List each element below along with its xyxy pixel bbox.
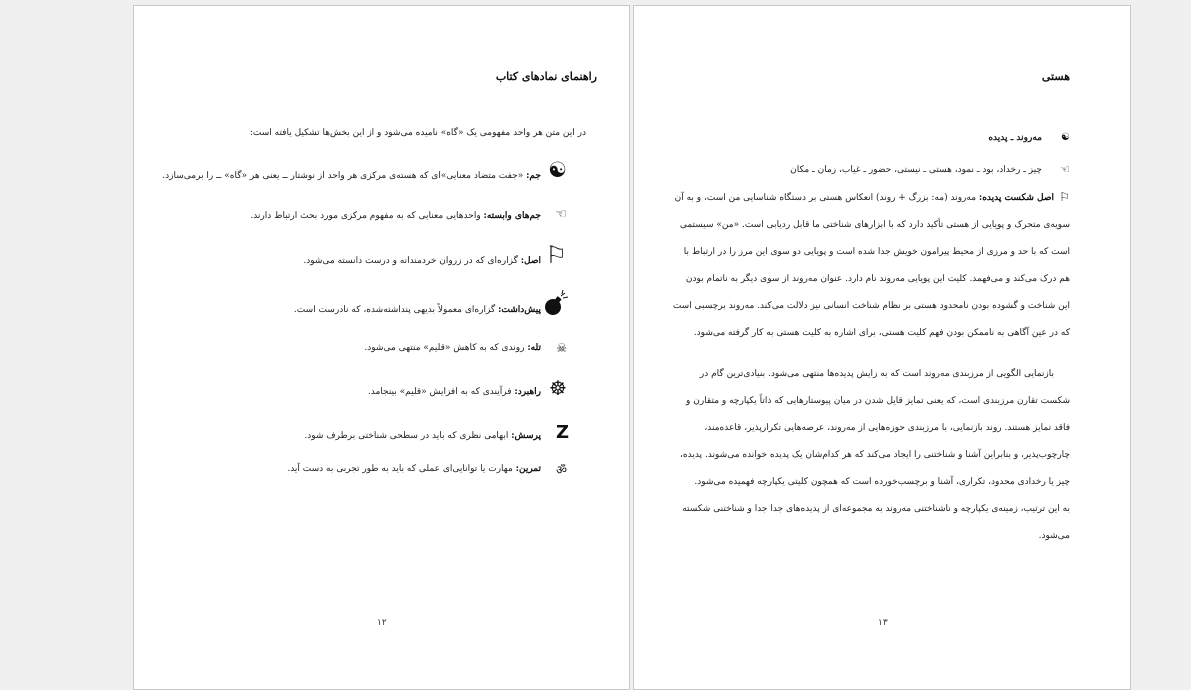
- entry-text: واحدهایی معنایی که به مفهوم مرکزی مورد بحث ارتباط دارند.: [250, 211, 484, 221]
- flag-icon: ⚐: [1059, 190, 1070, 204]
- paragraph-line: فاقد تمایز هستند. روند بازنمایی، با مرزبندی حوزه‌هایی از مه‌روند، عرصه‌هایی تکرارپذیر، قاعده‌مند،: [704, 423, 1070, 433]
- entry-term: تمرین:: [515, 464, 541, 474]
- paragraph-line: چیز یا رخدادی محدود، تکراری، آشنا و برچسب‌خورده است که همچون کلیتی یکپارچه فهمیده می‌شود.: [694, 477, 1070, 487]
- entry-term: پیش‌داشت:: [498, 305, 541, 315]
- entry-term: جم:: [526, 171, 541, 181]
- paragraph-line: می‌شود.: [1038, 531, 1070, 541]
- flag-icon: ⚐: [545, 241, 567, 269]
- entry-text: فرآیندی که به افزایش «قلیم» بینجامد.: [367, 387, 515, 397]
- paragraph-line: این شناخت و گشوده بودن نامحدود هستی بر نظام شناخت انسانی نیز دلالت می‌کند. مه‌روند برچسبی است: [672, 301, 1070, 311]
- subheading: مه‌روند ـ پدیده: [988, 133, 1042, 143]
- page-number: ۱۲: [377, 618, 387, 628]
- om-icon: ॐ: [556, 463, 567, 477]
- paragraph-line: که در عین آگاهی به ناممکن بودن فهم کلیت هستی، برای اشاره به کلیت هستی به کار گرفته می‌شود.: [693, 328, 1070, 338]
- page-left: [133, 5, 630, 690]
- paragraph-line: چارچوب‌پذیر، و بنابراین آشنا و شناختنی را ایجاد می‌کند که هر کدام‌شان یک پدیده خوانده می‌شوند. پدیده،: [679, 450, 1070, 460]
- entry-text: ابهامی نظری که باید در سطحی شناختی برطرف شود.: [304, 431, 512, 441]
- entry-term: پرسش:: [511, 431, 541, 441]
- list-item: [162, 171, 541, 181]
- list-item: [364, 343, 541, 353]
- entry-text: گزاره‌ای معمولاً بدیهی پنداشته‌شده، که نادرست است.: [293, 305, 499, 315]
- paragraph-line: است که با حد و مرزی از محیط پیرامون خویش جدا شده است و پویایی دو سوی این مرز را در ارتباط با: [683, 247, 1070, 257]
- bomb-icon: [541, 290, 571, 318]
- yin-yang-icon: ☯: [1061, 132, 1070, 143]
- z-icon: Z: [555, 422, 569, 443]
- list-item: [303, 256, 541, 266]
- intro-text: در این متن هر واحد مفهومی یک «گاه» نامیده می‌شود و از این بخش‌ها تشکیل یافته است:: [249, 128, 586, 138]
- entry-text: گزاره‌ای که در زروان خردمندانه و درست دانسته می‌شود.: [303, 256, 521, 266]
- principle-term: اصل شکست پدیده:: [978, 193, 1054, 203]
- paragraph-line: هم درک می‌کند و می‌فهمد. کلیت این پویایی مه‌روند نام دارد. عنوان مه‌روند از سوی دیگر به ناتمام بودن: [685, 274, 1070, 284]
- entry-term: اصل:: [520, 256, 541, 266]
- paragraph-line: شکست تقارن مرزبندی است، که یعنی تمایز قایل شدن در میان پیوستارهایی که ذاتاً یکپارچه و متقارن و: [686, 396, 1070, 406]
- entry-term: راهبرد:: [514, 387, 541, 397]
- related-concepts: چیز ـ رخداد، بود ـ نمود، هستی ـ نیستی، حضور ـ غیاب، زمان ـ مکان: [790, 165, 1042, 175]
- yin-yang-icon: ☯: [548, 158, 567, 182]
- page-title: راهنمای نمادهای کتاب: [495, 70, 597, 83]
- list-item: [368, 387, 541, 397]
- pointing-hand-icon: ☜: [555, 207, 567, 222]
- pointing-hand-icon: ☜: [1060, 163, 1070, 176]
- list-item: [250, 211, 541, 221]
- paragraph-line: سویه‌ی متحرک و پویایی از هستی تأکید دارد که با ابزارهای شناختی ما قابل ردیابی است. «من» سیستمی: [679, 220, 1070, 230]
- page-number: ۱۳: [878, 618, 888, 628]
- wheel-icon: ☸: [549, 376, 567, 400]
- page-title: هستی: [1041, 70, 1070, 83]
- entry-text: مهارت یا توانایی‌ای عملی که باید به طور تجربی به دست آید.: [287, 464, 516, 474]
- entry-term: تله:: [527, 343, 541, 353]
- paragraph-line: بازنمایی الگویی از مرزبندی مه‌روند است که به زایش پدیده‌ها منتهی می‌شود. بنیادی‌ترین گام در: [699, 369, 1054, 379]
- skull-icon: ☠: [556, 341, 567, 355]
- paragraph-line: به این ترتیب، زمینه‌ی یکپارچه و ناشناختنی مه‌روند به مجموعه‌ای از پدیده‌های جدا جدا و شناختنی شکسته: [682, 504, 1070, 514]
- entry-term: جم‌های وابسته:: [483, 211, 541, 221]
- entry-text: روندی که به کاهش «قلیم» منتهی می‌شود.: [364, 343, 528, 353]
- list-item: [304, 431, 541, 441]
- list-item: [287, 464, 541, 474]
- page-right: [633, 5, 1131, 690]
- list-item: [294, 305, 541, 315]
- entry-text: «جفت متضاد معنایی»ای که هسته‌ی مرکزی هر واحد از نوشتار ــ یعنی هر «گاه» ــ را برمی‌سازد.: [162, 171, 527, 181]
- paragraph-line: اصل شکست پدیده: مه‌روند (مه: بزرگ + روند) انعکاس هستی بر دستگاه شناسایی من است، و به آن: [674, 193, 1054, 203]
